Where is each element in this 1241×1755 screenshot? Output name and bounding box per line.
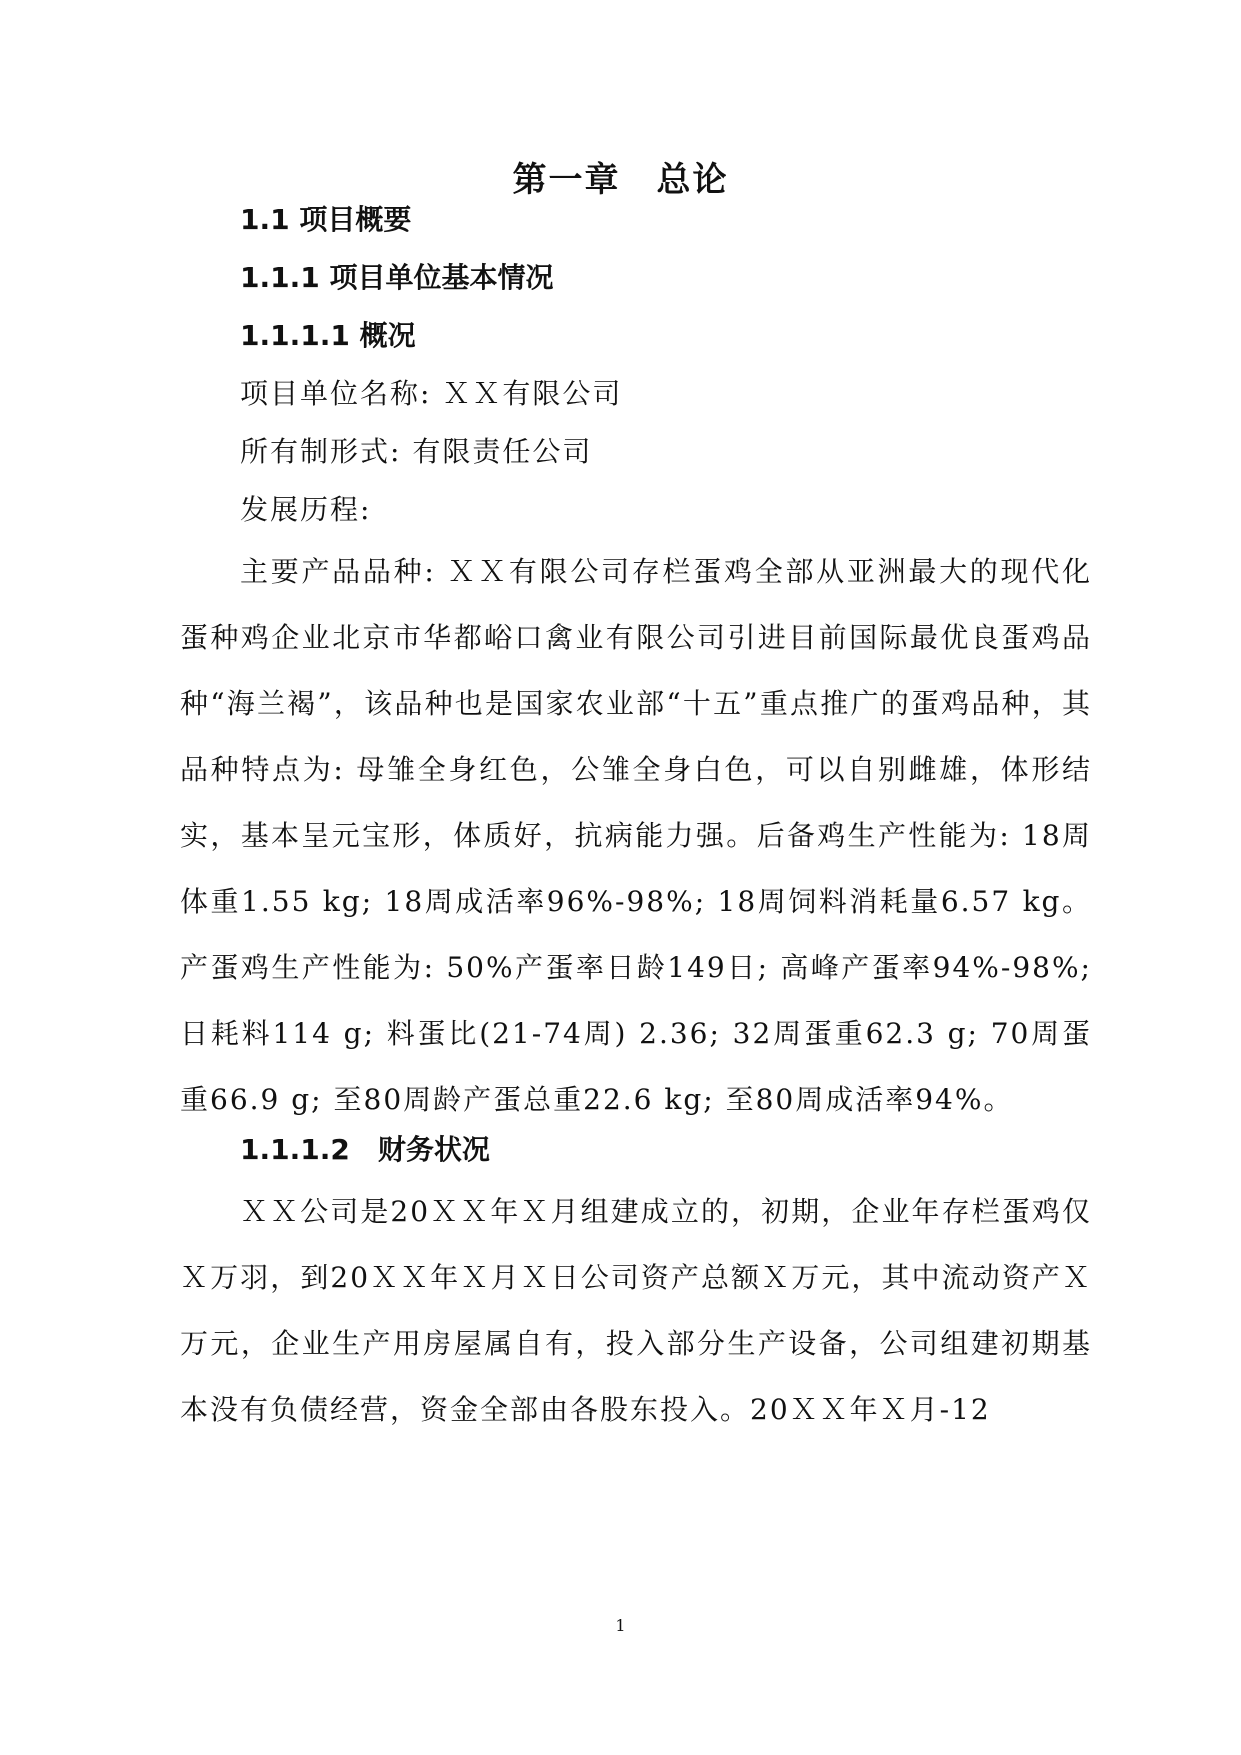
history-line: 发展历程:	[240, 493, 372, 526]
products-paragraph: 主要产品品种: ＸＸ有限公司存栏蛋鸡全部从亚洲最大的现代化蛋种鸡企业北京市华都峪口禽业有限公司引进目前国际最优良蛋鸡品种“海兰褐”，该品种也是国家农业部“十五”重点推广的蛋鸡品种，其品种特点为: 母雏全身红色，公雏全身白色，可以自别雌雄，体形结实，基本呈元宝形，体质好，抗病能力强。后备鸡生产性能为: 18周体重1.55 kg; 18周成活率96%-98%; 18周饲料消耗量6.57 kg。产蛋鸡生产性能为: 50%产蛋率日龄149日; 高峰产蛋率94%-98%; 日耗料114 g; 料蛋比(21-74周) 2.36; 32周蛋重62.3 g; 70周蛋重66.9 g; 至80周龄产蛋总重22.6 kg; 至80周成活率94%。	[180, 555, 1092, 1116]
ownership-line: 所有制形式: 有限责任公司	[240, 435, 593, 468]
section-heading-1-1-1-1: 1.1.1.1 概况	[240, 319, 416, 352]
page-number: 1	[615, 1616, 626, 1635]
section-heading-1-1: 1.1 项目概要	[240, 203, 412, 236]
chapter-title: 第一章 总论	[512, 160, 729, 200]
section-heading-1-1-1: 1.1.1 项目单位基本情况	[240, 261, 554, 294]
unit-name-line: 项目单位名称: ＸＸ有限公司	[240, 377, 623, 410]
section-heading-1-1-1-2: 1.1.1.2 财务状况	[240, 1133, 490, 1166]
finance-paragraph: ＸＸ公司是20ＸＸ年Ｘ月组建成立的，初期，企业年存栏蛋鸡仅Ｘ万羽，到20ＸＸ年Ｘ月Ｘ日公司资产总额Ｘ万元，其中流动资产Ｘ万元，企业生产用房屋属自有，投入部分生产设备，公司组建初期基本没有负债经营，资金全部由各股东投入。20ＸＸ年Ｘ月-12	[180, 1195, 1092, 1426]
